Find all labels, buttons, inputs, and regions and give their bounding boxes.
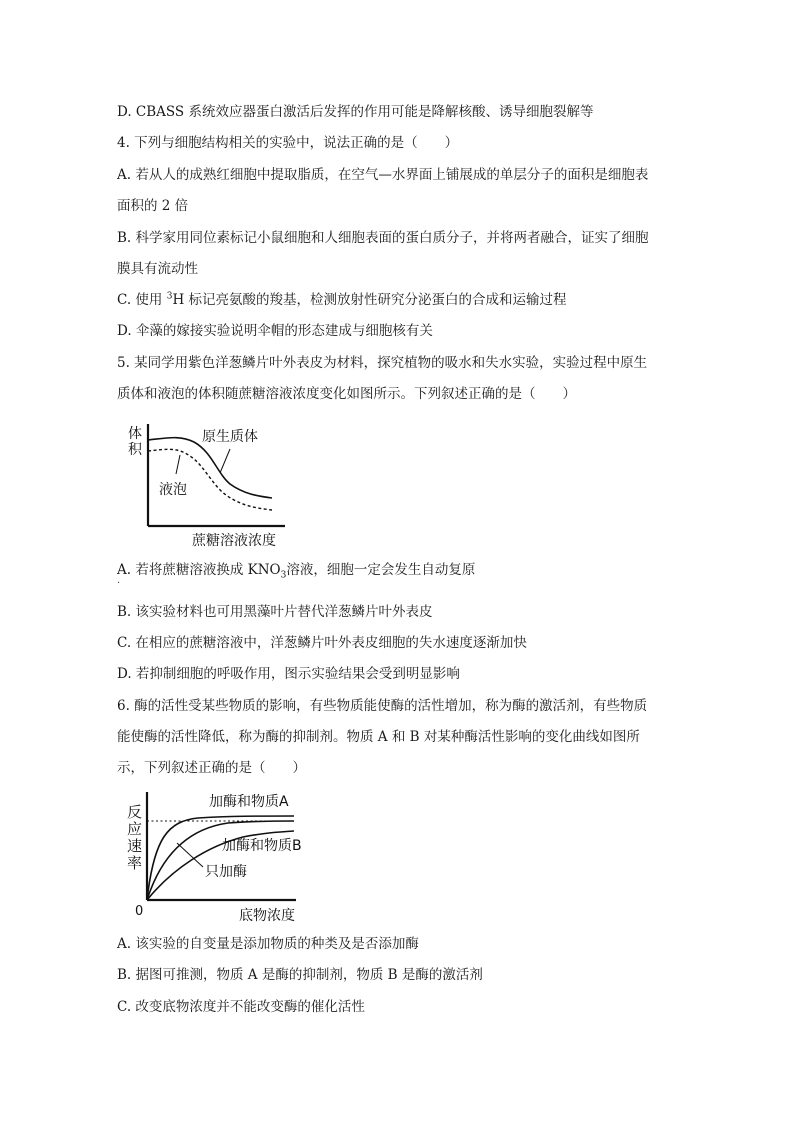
question-6-stem: 6. 酶的活性受某些物质的影响，有些物质能使酶的活性增加，称为酶的激活剂，有些物质 — [117, 698, 648, 714]
protoplast-pointer — [220, 449, 230, 473]
option-d-q3: D. CBASS 系统效应器蛋白激活后发挥的作用可能是降解核酸、诱导细胞裂解等 — [117, 104, 594, 120]
figure1-ylabel-1: 体 — [128, 426, 142, 442]
label-enzyme-only: 只加酶 — [205, 864, 247, 880]
q5-option-c: C. 在相应的蔗糖溶液中，洋葱鳞片叶外表皮细胞的失水速度逐渐加快 — [117, 635, 527, 651]
q4-option-a: A. 若从人的成熟红细胞中提取脂质，在空气—水界面上铺展成的单层分子的面积是细胞表 — [117, 167, 649, 183]
figure2-origin: 0 — [135, 904, 144, 919]
q4-option-c-prefix: C. 使用 — [117, 292, 167, 308]
figure-volume-curve — [122, 418, 302, 550]
figure2-ylabel-4: 率 — [127, 854, 143, 872]
figure2-xlabel: 底物浓度 — [239, 908, 295, 924]
q5-option-a-subscript: 3 — [280, 570, 287, 581]
q6-option-b: B. 据图可推测，物质 A 是酶的抑制剂，物质 B 是酶的激活剂 — [117, 967, 483, 983]
stray-dot: · — [117, 578, 121, 589]
protoplast-label: 原生质体 — [202, 429, 258, 445]
vacuole-pointer — [176, 455, 180, 474]
figure-enzyme-rate — [118, 788, 320, 928]
question-5-stem: 5. 某同学用紫色洋葱鳞片叶外表皮为材料，探究植物的吸水和失水实验，实验过程中原生 — [117, 355, 648, 371]
figure1-ylabel-2: 积 — [128, 442, 142, 458]
q5-option-a-prefix: A. 若将蔗糖溶液换成 KNO — [117, 562, 281, 578]
question-6-stem-end: 示，下列叙述正确的是（ ） — [117, 760, 306, 776]
q5-option-d: D. 若抑制细胞的呼吸作用，图示实验结果会受到明显影响 — [117, 666, 460, 682]
q4-option-a-cont: 面积的 2 倍 — [117, 198, 189, 214]
question-5-stem-cont: 质体和液泡的体积随蔗糖溶液浓度变化如图所示。下列叙述正确的是（ ） — [117, 386, 576, 402]
q5-option-a-rest: 溶液，细胞一定会发生自动复原 — [286, 562, 476, 578]
label-enzyme-and-b: 加酶和物质B — [222, 838, 302, 854]
q4-option-c-rest: H 标记亮氨酸的羧基，检测放射性研究分泌蛋白的合成和运输过程 — [172, 292, 567, 308]
q6-option-c: C. 改变底物浓度并不能改变酶的催化活性 — [117, 999, 365, 1015]
question-6-stem-cont: 能使酶的活性降低，称为酶的抑制剂。物质 A 和 B 对某种酶活性影响的变化曲线如图所 — [117, 729, 640, 745]
q4-option-c-superscript: 3 — [166, 291, 173, 302]
figure2-ylabel-3: 速 — [127, 837, 143, 855]
q4-option-b: B. 科学家用同位素标记小鼠细胞和人细胞表面的蛋白质分子，并将两者融合，证实了细胞 — [117, 230, 649, 246]
curve-enzyme-and-a — [147, 816, 294, 900]
q4-option-c — [117, 291, 567, 309]
q4-option-d: D. 伞藻的嫁接实验说明伞帽的形态建成与细胞核有关 — [117, 323, 433, 339]
label-enzyme-and-a: 加酶和物质A — [209, 794, 289, 810]
q5-option-a — [117, 561, 475, 579]
question-4-stem: 4. 下列与细胞结构相关的实验中，说法正确的是（ ） — [117, 135, 459, 151]
q5-option-b: B. 该实验材料也可用黑藻叶片替代洋葱鳞片叶外表皮 — [117, 604, 433, 620]
vacuole-curve — [148, 449, 272, 510]
vacuole-label: 液泡 — [159, 482, 187, 498]
figure2-ylabel-1: 反 — [127, 803, 143, 821]
figure2-ylabel-2: 应 — [127, 820, 143, 838]
q4-option-b-cont: 膜具有流动性 — [117, 261, 198, 277]
figure1-xlabel: 蔗糖溶液浓度 — [192, 533, 276, 549]
q6-option-a: A. 该实验的自变量是添加物质的种类及是否添加酶 — [117, 936, 419, 952]
